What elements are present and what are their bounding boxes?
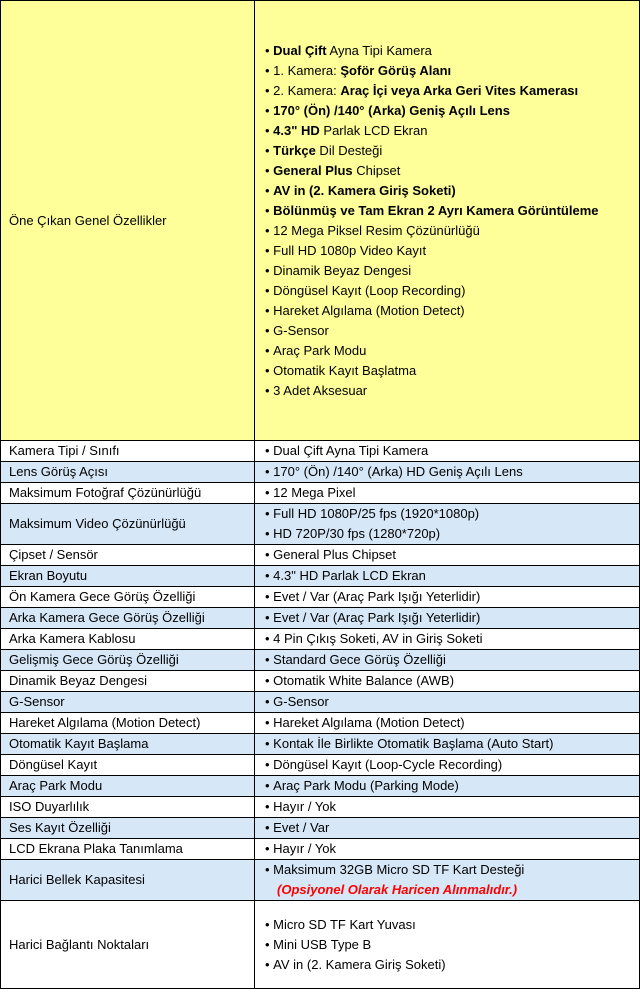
feature-item-text: Parlak LCD Ekran [319,122,428,138]
feature-item [265,121,639,141]
spec-value [255,692,640,713]
spec-value-item: • Evet / Var [265,818,639,838]
feature-item-text: Araç Park Modu [273,342,367,358]
spec-row [1,839,640,860]
spec-row [1,545,640,566]
spec-value [255,713,640,734]
spec-row [1,776,640,797]
feature-item-text: 3 Adet Aksesuar [273,382,368,398]
spec-label: Maksimum Video Çözünürlüğü [1,504,255,545]
feature-item-text: 12 Mega Piksel Resim Çözünürlüğü [273,222,480,238]
feature-item [265,61,639,81]
spec-label: Ses Kayıt Özelliği [1,818,255,839]
feature-item [265,221,639,241]
feature-item-bold: Bölünmüş ve Tam Ekran 2 Ayrı Kamera Görüntüleme [273,202,599,218]
feature-item-text: Dinamik Beyaz Dengesi [273,262,412,278]
feature-item [265,381,639,401]
feature-item [265,281,639,301]
feature-item-text: 2. Kamera: [273,82,341,98]
feature-item [265,321,639,341]
feature-item-bold: General Plus [273,162,353,178]
spec-value [255,901,640,989]
spec-value-item: • Otomatik White Balance (AWB) [265,671,639,691]
spec-value-item: • Dual Çift Ayna Tipi Kamera [265,441,639,461]
feature-item-text: Full HD 1080p Video Kayıt [273,242,427,258]
spec-row [1,483,640,504]
spec-value-item: • Hareket Algılama (Motion Detect) [265,713,639,733]
spec-row [1,629,640,650]
spec-value-item: • General Plus Chipset [265,545,639,565]
spec-value-item: • Hayır / Yok [265,839,639,859]
feature-item [265,361,639,381]
feature-item-bold: Araç İçi veya Arka Geri Vites Kamerası [340,82,579,98]
feature-item-text: 1. Kamera: [273,62,341,78]
feature-item-bold: 4.3" HD [273,122,320,138]
spec-row [1,671,640,692]
spec-value [255,504,640,545]
spec-row [1,566,640,587]
spec-label: Arka Kamera Kablosu [1,629,255,650]
spec-value [255,818,640,839]
feature-item-bold: 170° (Ön) /140° (Arka) Geniş Açılı Lens [273,102,510,118]
spec-row [1,504,640,545]
features-label: Öne Çıkan Genel Özellikler [1,1,255,441]
spec-label: Arka Kamera Gece Görüş Özelliği [1,608,255,629]
spec-label: Döngüsel Kayıt [1,755,255,776]
spec-value-item: • AV in (2. Kamera Giriş Soketi) [265,955,639,975]
spec-label: Gelişmiş Gece Görüş Özelliği [1,650,255,671]
features-list [255,1,640,441]
spec-label: Hareket Algılama (Motion Detect) [1,713,255,734]
spec-row [1,755,640,776]
features-row [1,1,640,441]
spec-value [255,755,640,776]
feature-item-bold: Türkçe [273,142,316,158]
spec-label: G-Sensor [1,692,255,713]
feature-item-text: Dil Desteği [315,142,383,158]
spec-row [1,608,640,629]
spec-value-item: • Kontak İle Birlikte Otomatik Başlama (Auto Start) [265,734,639,754]
spec-label: Maksimum Fotoğraf Çözünürlüğü [1,483,255,504]
feature-item-text: G-Sensor [273,322,329,338]
spec-label: Ekran Boyutu [1,566,255,587]
spec-value [255,462,640,483]
spec-label: Harici Bağlantı Noktaları [1,901,255,989]
spec-value-item: • Micro SD TF Kart Yuvası [265,915,639,935]
spec-label: Lens Görüş Açısı [1,462,255,483]
spec-row [1,734,640,755]
feature-item [265,241,639,261]
spec-value [255,797,640,818]
spec-row [1,441,640,462]
spec-value-item: • Evet / Var (Araç Park Işığı Yeterlidir) [265,608,639,628]
feature-item [265,101,639,121]
spec-value [255,650,640,671]
spec-table-body [1,1,640,989]
spec-value-item: • 4.3" HD Parlak LCD Ekran [265,566,639,586]
spec-value [255,608,640,629]
spec-row [1,462,640,483]
spec-value-item: • Hayır / Yok [265,797,639,817]
feature-item [265,341,639,361]
spec-row [1,818,640,839]
spec-row [1,797,640,818]
feature-item-bold: Şoför Görüş Alanı [340,62,452,78]
spec-row [1,901,640,989]
spec-value [255,629,640,650]
spec-row [1,650,640,671]
spec-label: Ön Kamera Gece Görüş Özelliği [1,587,255,608]
spec-value [255,545,640,566]
feature-item-text: Döngüsel Kayıt (Loop Recording) [273,282,466,298]
feature-item [265,201,639,221]
spec-value-item: • Mini USB Type B [265,935,639,955]
feature-item [265,261,639,281]
optional-note: (Opsiyonel Olarak Haricen Alınmalıdır.) [277,882,518,897]
spec-row [1,587,640,608]
feature-item-bold: Dual Çift [273,42,327,58]
feature-item [265,301,639,321]
spec-value [255,839,640,860]
spec-label: Harici Bellek Kapasitesi [1,860,255,901]
spec-value [255,566,640,587]
spec-value [255,671,640,692]
spec-label: ISO Duyarlılık [1,797,255,818]
spec-label: Araç Park Modu [1,776,255,797]
spec-label: Çipset / Sensör [1,545,255,566]
spec-value-item: • Araç Park Modu (Parking Mode) [265,776,639,796]
spec-value-item: • 4 Pin Çıkış Soketi, AV in Giriş Soketi [265,629,639,649]
spec-value [255,860,640,901]
spec-value [255,441,640,462]
spec-value-item: • Evet / Var (Araç Park Işığı Yeterlidir) [265,587,639,607]
spec-value [255,587,640,608]
feature-item [265,41,639,61]
feature-item [265,161,639,181]
feature-item [265,181,639,201]
spec-value-item: • Standard Gece Görüş Özelliği [265,650,639,670]
feature-item-text: Otomatik Kayıt Başlatma [273,362,417,378]
spec-label: Kamera Tipi / Sınıfı [1,441,255,462]
feature-item [265,81,639,101]
feature-item [265,141,639,161]
spec-value-item: • HD 720P/30 fps (1280*720p) [265,524,639,544]
spec-label: Otomatik Kayıt Başlama [1,734,255,755]
spec-value-item: • 12 Mega Pixel [265,483,639,503]
spec-value-item: • Full HD 1080P/25 fps (1920*1080p) [265,504,639,524]
spec-row [1,692,640,713]
spec-value-item: • Döngüsel Kayıt (Loop-Cycle Recording) [265,755,639,775]
feature-item-text: Chipset [352,162,401,178]
spec-value-item: • G-Sensor [265,692,639,712]
spec-row [1,860,640,901]
feature-item-bold: AV in (2. Kamera Giriş Soketi) [273,182,456,198]
spec-label: Dinamik Beyaz Dengesi [1,671,255,692]
spec-value-item: • Maksimum 32GB Micro SD TF Kart Desteği [265,860,639,880]
spec-value [255,734,640,755]
spec-value [255,776,640,797]
spec-value [255,483,640,504]
spec-label: LCD Ekrana Plaka Tanımlama [1,839,255,860]
spec-value-item: • 170° (Ön) /140° (Arka) HD Geniş Açılı Lens [265,462,639,482]
spec-row [1,713,640,734]
feature-item-text: Ayna Tipi Kamera [326,42,432,58]
feature-item-text: Hareket Algılama (Motion Detect) [273,302,465,318]
